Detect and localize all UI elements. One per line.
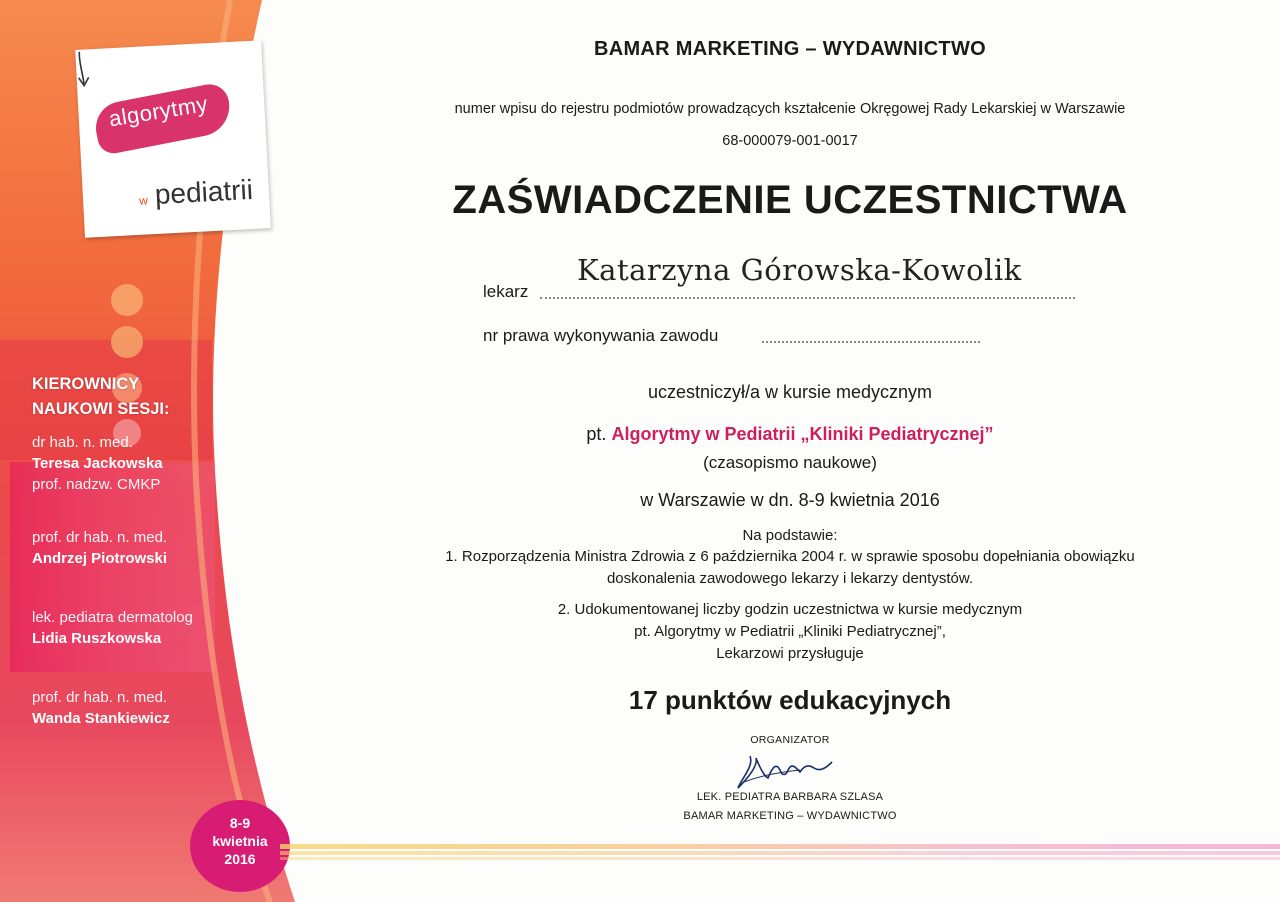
signer-name: LEK. PEDIATRA BARBARA SZLASA xyxy=(696,791,884,803)
leader-name: Lidia Ruszkowska xyxy=(32,630,162,647)
certificate-title: ZAŚWIADCZENIE UCZESTNICTWA xyxy=(452,178,1128,222)
logo-text-pediatrii: pediatrii xyxy=(154,173,254,211)
leader-item xyxy=(32,607,193,649)
basis-item-2-cont: pt. Algorytmy w Pediatrii „Kliniki Pediatrycznej”, xyxy=(634,623,946,640)
scientific-leaders xyxy=(32,372,193,729)
bottom-stripe xyxy=(280,842,1280,864)
basis-item-2-end: Lekarzowi przysługuje xyxy=(716,645,864,662)
logo-text-algorytmy: algorytmy xyxy=(107,91,210,132)
doctor-label: lekarz xyxy=(483,282,529,301)
leader-name: Teresa Jackowska xyxy=(32,455,163,472)
organizer-label: ORGANIZATOR xyxy=(750,734,830,746)
course-date: w Warszawie w dn. 8-9 kwietnia 2016 xyxy=(640,490,940,510)
license-number-line xyxy=(762,341,980,343)
course-prefix: pt. xyxy=(586,424,607,444)
journal-type: (czasopismo naukowe) xyxy=(703,453,877,472)
sidebar xyxy=(0,0,300,902)
course-name: Algorytmy w Pediatrii „Kliniki Pediatrycznej” xyxy=(611,424,994,444)
publisher-heading: BAMAR MARKETING – WYDAWNICTWO xyxy=(593,38,986,60)
basis-item-1: 1. Rozporządzenia Ministra Zdrowia z 6 października 2004 r. w sprawie sposobu dopełniania obowiązku xyxy=(445,548,1135,565)
logo-text-w: w xyxy=(138,193,149,208)
registry-number: 68-000079-001-0017 xyxy=(722,133,858,149)
leader-item xyxy=(32,527,193,569)
leader-item xyxy=(32,432,193,495)
date-badge-text: 8-9 kwietnia 2016 xyxy=(212,815,268,867)
leader-title: lek. pediatra dermatolog xyxy=(32,609,193,626)
leader-title: dr hab. n. med. xyxy=(32,434,133,451)
logo xyxy=(75,40,271,237)
leader-extra: prof. nadzw. CMKP xyxy=(32,476,161,493)
leader-item xyxy=(32,687,193,729)
leader-title: prof. dr hab. n. med. xyxy=(32,689,168,706)
certificate xyxy=(300,0,1280,902)
doctor-name: Katarzyna Górowska-Kowolik xyxy=(577,253,1022,287)
registry-text: numer wpisu do rejestru podmiotów prowadzących kształcenie Okręgowej Rady Lekarskiej w Warszawie xyxy=(454,101,1126,117)
date-badge xyxy=(190,800,290,892)
basis-item-2: 2. Udokumentowanej liczby godzin uczestnictwa w kursie medycznym xyxy=(557,601,1023,618)
leader-title: prof. dr hab. n. med. xyxy=(32,529,168,546)
course-line xyxy=(300,424,1280,445)
leader-name: Andrzej Piotrowski xyxy=(32,550,168,567)
basis-heading: Na podstawie: xyxy=(742,527,838,544)
leader-name: Wanda Stankiewicz xyxy=(32,710,170,727)
basis-item-1-cont: doskonalenia zawodowego lekarzy i lekarzy dentystów. xyxy=(606,570,974,587)
education-points: 17 punktów edukacyjnych xyxy=(628,685,952,715)
arrow-down-icon xyxy=(75,49,91,90)
signer-organization: BAMAR MARKETING – WYDAWNICTWO xyxy=(683,810,897,822)
leaders-heading: KIEROWNICY NAUKOWI SESJI: xyxy=(32,375,170,418)
participation-text: uczestniczył/a w kursie medycznym xyxy=(647,382,933,402)
doctor-name-line xyxy=(540,297,1075,299)
license-label: nr prawa wykonywania zawodu xyxy=(483,326,719,345)
